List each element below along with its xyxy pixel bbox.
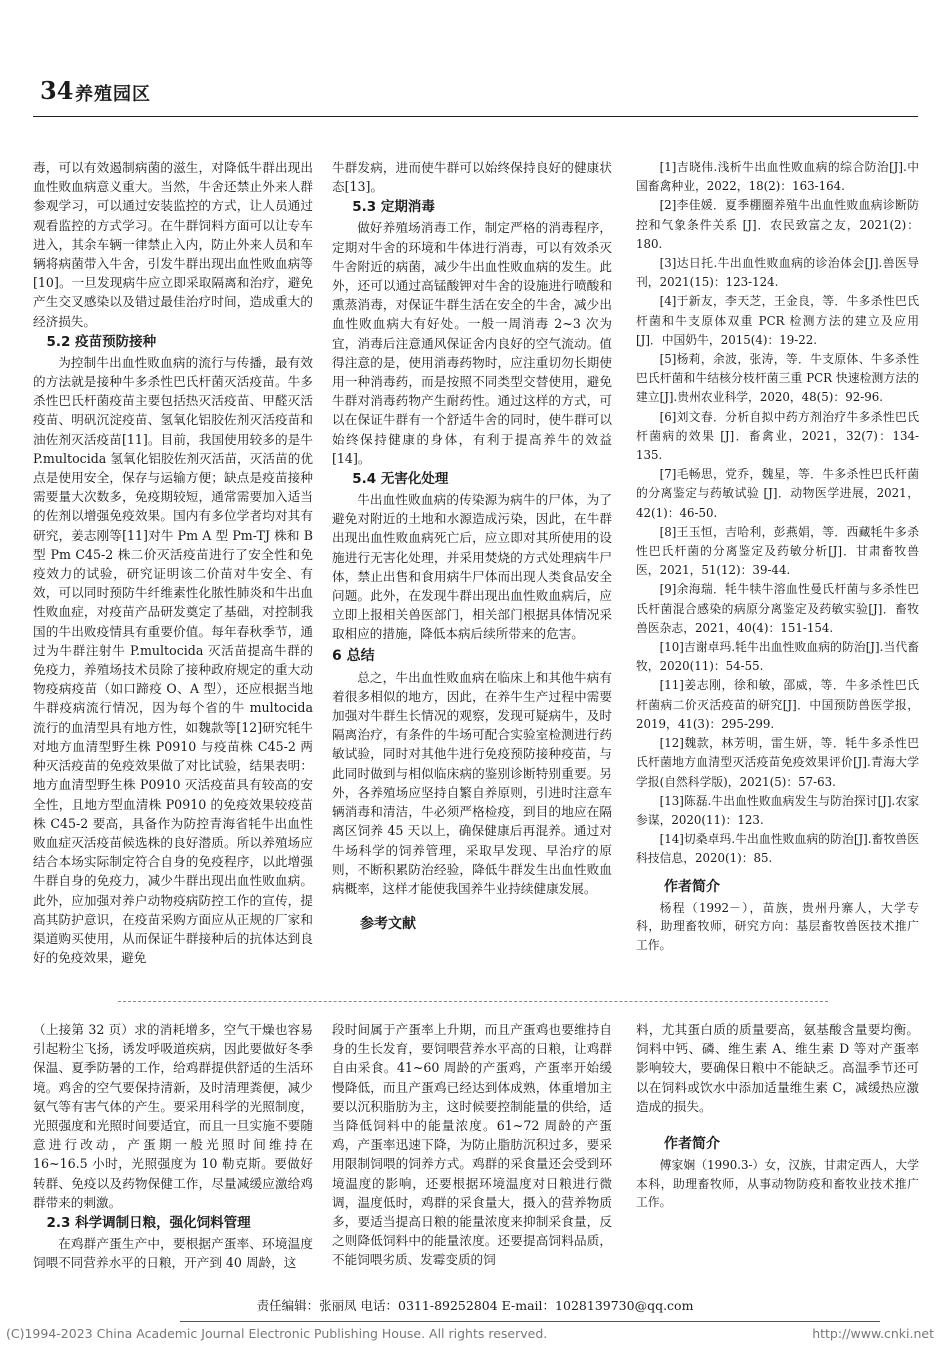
author-bio-text: 傅家娴（1990.3-）女，汉族，甘肃定西人，大学本科，助理畜牧师，从事动物防疫和畜牧业技术推广工作。 — [636, 1158, 919, 1210]
article-divider — [118, 1001, 828, 1002]
editor-info: 责任编辑：张丽凤 电话：0311-89252804 E-mail：1028139730@qq.com — [256, 1298, 694, 1313]
reference-list — [636, 158, 919, 869]
paragraph: 牛群发病，进而使牛群可以始终保持良好的健康状态[13]。 — [332, 160, 612, 195]
paragraph: 总之，牛出血性败血病在临床上和其他牛病有着很多相似的地方，因此，在养牛生产过程中需要加强对牛群生长情况的观察，发现可疑病牛，及时隔离治疗，有条件的牛场可配合实验室检测进行药敏试验，同时对其他牛进行免疫预防接种疫苗，与此同时做到与相似临床病的鉴别诊断特别重要。另外，各养殖场应坚持自繁自养原则，引进时注意车辆消毒和清洁，牛必须严格检疫，到目的地应在隔离区饲养 45 天以上，确保健康后再混养。通过对牛场科学的饲养管理，采取早发现、早治疗的原则，不断积累防治经验，降低牛群发生出血性败血病概率，这样才能使我国养牛业持续健康发展。 — [332, 669, 612, 896]
paragraph: 料，尤其蛋白质的质量要高，氨基酸含量要均衡。饲料中钙、磷、维生素 A、维生素 D 等对产蛋率影响较大，要确保日粮中不能缺乏。高温季节还可以在饲料或饮水中添加适量维生素 C，减缓热应激造成的损失。 — [636, 1022, 919, 1114]
paragraph: 做好养殖场消毒工作，制定严格的消毒程序，定期对牛舍的环境和牛体进行消毒，可以有效杀灭牛舍附近的病菌，减少牛出血性败血病的发生。此外，还可以通过高锰酸钾对牛舍的设施进行喷酸和熏蒸消毒，对保证牛群生活在安全的牛舍，减少出血性败血病大有好处。一般一周消毒 2~3 次为宜，消毒后注意通风保证舍内良好的空气流动。值得注意的是，使用消毒药物时，应注重切勿长期使用一种消毒药，而是按照不同类型交替使用，避免牛群对消毒药物产生耐药性。通过这样的方式，可以在保证牛群有一个舒适牛舍的同时，使牛群可以始终保持健康的身体，有利于提高养牛的效益[14]。 — [332, 220, 612, 466]
reference-item: [12]魏款，林芳明，雷生妍，等．牦牛多杀性巴氏杆菌地方血清型灭活疫苗免疫效果评价[J].青海大学学报(自然科学版)，2021(5)：57-63. — [636, 736, 919, 789]
reference-item: [5]杨莉，余波，张涛，等．牛支原体、牛多杀性巴氏杆菌和牛结核分枝杆菌三重 PCR 快速检测方法的建立[J].贵州农业科学，2020，48(5)：92-96. — [636, 352, 919, 405]
author-bio-text: 杨程（1992－），苗族，贵州丹寨人，大学专科，助理畜牧师，研究方向：基层畜牧兽医技术推广工作。 — [636, 900, 919, 952]
reference-item: [9]余海瑞．牦牛犊牛溶血性曼氏杆菌与多杀性巴氏杆菌混合感染的病原分离鉴定及药敏实验[J]．畜牧兽医杂志，2021，40(4)：151-154. — [636, 582, 919, 635]
references-heading: 参考文献 — [360, 916, 416, 933]
reference-item: [14]切桑卓玛.牛出血性败血病的防治[J].畜牧兽医科技信息，2020(1)：85. — [636, 832, 919, 866]
copyright-notice: (C)1994-2023 China Academic Journal Electronic Publishing House. All rights reserved. — [6, 1326, 548, 1341]
section-heading-5-4: 5.4 无害化处理 — [352, 471, 449, 488]
author-bio — [636, 899, 919, 955]
reference-item: [8]王玉恒，吉哈利，彭燕娟，等．西藏牦牛多杀性巴氏杆菌的分离鉴定及药敏分析[J]．甘肃畜牧兽医，2021，51(12)：39-44. — [636, 524, 919, 578]
article1-column-3 — [636, 158, 919, 958]
paragraph: 为控制牛出血性败血病的流行与传播，最有效的方法就是接种牛多杀性巴氏杆菌灭活疫苗。牛多杀性巴氏杆菌疫苗主要包括热灭活疫苗、甲醛灭活疫苗、明矾沉淀疫苗、氢氧化铝胶佐剂灭活疫苗和油佐剂灭活疫苗[11]。目前，我国使用较多的是牛 P.multocida 氢氧化铝胶佐剂灭活苗，灭活苗的优点是使用安全，保存与运输方便；缺点是疫苗接种需要量大次数多，免疫期较短，通常需要加入适当的佐剂以增强免疫效果。国内有多位学者均对其有研究，姜志刚等[11]对牛 Pm A 型 Pm-TJ 株和 B 型 Pm C45-2 株二价灭活疫苗进行了安全性和免疫效力的试验，研究证明该二价苗对牛安全、有效，可以同时预防牛纤维素性化脓性肺炎和牛出血性败血症，对疫苗产品研发奠定了基础，对控制我国的牛出败疫情具有重要价值。每年春秋季节，通过为牛群注射牛 P.multocida 灭活苗提高牛群的免疫力，养殖场技术员除了接种政府规定的重大动物疫病疫苗（如口蹄疫 O、A 型），还应根据当地牛群疫病流行情况，因为每个省的牛 multocida 流行的血清型具有地方性，如魏款等[12]研究牦牛对地方血清型野生株 P0910 与疫苗株 C45-2 两种灭活疫苗的免疫效果做了对比试验，结果表明：地方血清型野生株 P0910 灭活疫苗具有较高的安全性，且地方型血清株 P0910 的免疫效果较疫苗株 C45-2 要高，具备作为防控青海省牦牛出血性败血症灭活疫苗候选株的良好潜质。所以养殖场应结合本场实际制定符合自身的免疫程序，以此增强牛群自身的免疫力，减少牛群出现出血性败血病。此外，应加强对养户动物疫病防控工作的宣传，提高其防护意识，在疫苗采购方面应从正规的厂家和渠道购买使用，从而保证牛群接种后的抗体达到良好的免疫效果，避免 — [33, 354, 313, 966]
paragraph: 毒，可以有效遏制病菌的滋生，对降低牛群出现出血性败血病意义重大。当然，牛舍还禁止外来人群参观学习，可以通过安装监控的方式，让人员通过观看监控的方式学习。在牛群饲料方面可以让专车进入，其余车辆一律禁止入内，防止外来人员和车辆将病菌带入牛舍，引发牛群出现出血性败血病等[10]。一旦发现病牛应立即采取隔离和治疗，避免产生交叉感染以及错过最佳治疗时间，造成重大的经济损失。 — [33, 160, 313, 329]
article1-column-2 — [332, 158, 612, 946]
author-bio — [636, 1156, 919, 1212]
reference-item: [6]刘文春．分析自拟中药方剂治疗牛多杀性巴氏杆菌病的效果 [J]．畜禽业，2021，32(7)：134-135. — [636, 409, 919, 463]
paragraph: 在鸡群产蛋生产中，要根据产蛋率、环境温度饲喂不同营养水平的日粮，开产到 40 周龄，这 — [33, 1236, 313, 1271]
article2-column-2 — [332, 1020, 612, 1292]
paragraph: 段时间属于产蛋率上升期，而且产蛋鸡也要维持自身的生长发育，要饲喂营养水平高的日粮，让鸡群自由采食。41~60 周龄的产蛋鸡，产蛋率开始缓慢降低，而且产蛋鸡已经达到体成熟，体重增加主要以沉积脂肪为主，这时候要控制能量的供给，适当降低饲料中的能量浓度。61~72 周龄的产蛋鸡，产蛋率迅速下降，为防止脂肪沉积过多，要采用限制饲喂的饲养方式。鸡群的采食量还会受到环境温度的影响，还要根据环境温度对日粮进行微调，温度低时，鸡群的采食量大，摄入的营养物质多，要适当提高日粮的能量浓度来抑制采食量，反之则降低饲料中的能量浓度。还要提高饲料品质，不能饲喂劣质、发霉变质的饲 — [332, 1022, 612, 1268]
reference-item: [1]吉晓伟.浅析牛出血性败血病的综合防治[J].中国畜禽种业，2022，18(2)：163-164. — [636, 160, 919, 194]
reference-item: [11]姜志刚，徐和敏，邵威，等．牛多杀性巴氏杆菌病二价灭活疫苗的研究[J]．中国预防兽医学报，2019，41(3)：295-299. — [636, 678, 919, 731]
reference-item: [13]陈磊.牛出血性败血病发生与防治探讨[J].农家参谋，2020(11)：123. — [636, 793, 919, 827]
paragraph: （上接第 32 页）求的消耗增多，空气干燥也容易引起粉尘飞扬，诱发呼吸道疾病，因此要做好冬季保温、夏季防暑的工作，给鸡群提供舒适的生活环境。鸡舍的空气要保持清新，及时清理粪便，减少氨气等有害气体的产生。要采用科学的光照制度，光照强度和光照时间要适宜，而且一旦实施不要随意进行改动，产蛋期一般光照时间维持在 16~16.5 小时，光照强度为 10 勒克斯。要做好转群、免疫以及药物保健工作，尽量减缓应激给鸡群带来的刺激。 — [33, 1022, 313, 1210]
author-heading: 作者简介 — [664, 1136, 720, 1153]
footer-rule — [180, 1321, 880, 1322]
reference-item: [3]达日托.牛出血性败血病的诊治体会[J].兽医导刊，2021(15)：123-124. — [636, 256, 919, 290]
section-heading-5-2: 5.2 疫苗预防接种 — [46, 333, 157, 350]
author-heading: 作者简介 — [664, 878, 720, 895]
paragraph: 牛出血性败血病的传染源为病牛的尸体，为了避免对附近的土地和水源造成污染，因此，在牛群出现出血性败血病死亡后，应立即对其所使用的设施进行无害化处理，并采用焚烧的方式处理病牛尸体，禁止出售和食用病牛尸体而出现人类食品安全问题。此外，在发现牛群出现出血性败血病后，应立即上报相关兽医部门，相关部门根据具体情况采取相应的措施，降低本病后续所带来的危害。 — [332, 492, 612, 642]
article1-column-1 — [33, 158, 313, 966]
section-heading-2-3: 2.3 科学调制日粮，强化饲料管理 — [46, 1215, 251, 1232]
article2-column-3 — [636, 1020, 919, 1292]
section-heading-6: 6 总结 — [332, 647, 375, 664]
section-heading-5-3: 5.3 定期消毒 — [352, 199, 435, 216]
page-number: 34 — [40, 76, 74, 105]
journal-name: 养殖园区 — [75, 84, 151, 105]
page-header — [33, 76, 918, 117]
reference-item: [4]于新友，李天芝，王金良，等．牛多杀性巴氏杆菌和牛支原体双重 PCR 检测方法的建立及应用[J]．中国奶牛，2015(4)：19-22. — [636, 294, 919, 347]
reference-item: [2]李佳媛．夏季棚圈养殖牛出血性败血病诊断防控和气象条件关系 [J]．农民致富之友，2021(2)：180. — [636, 198, 919, 251]
reference-item: [7]毛畅思，党乔，魏星，等．牛多杀性巴氏杆菌的分离鉴定与药敏试验 [J]．动物医学进展，2021，42(1)：46-50. — [636, 467, 919, 520]
cnki-link[interactable]: http://www.cnki.net — [812, 1326, 934, 1341]
article2-column-1 — [33, 1020, 313, 1292]
reference-item: [10]吉谢卓玛.牦牛出血性败血病的防治[J].当代畜牧，2020(11)：54-55. — [636, 640, 919, 674]
